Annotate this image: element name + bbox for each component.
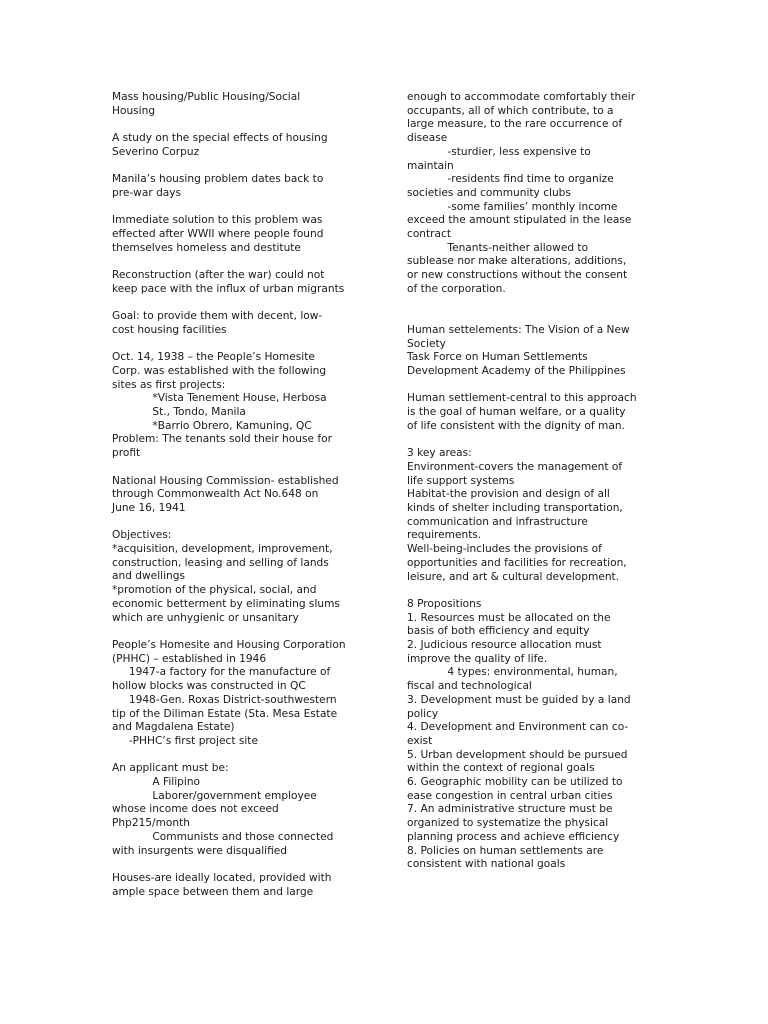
text-line: and dwellings <box>112 570 185 583</box>
text-line: kinds of shelter including transportation, <box>407 502 623 515</box>
text-line: sites as first projects: <box>112 378 226 391</box>
text-line: 3. Development must be guided by a land <box>407 693 631 706</box>
text-line: Society <box>407 337 446 350</box>
text-line: 5. Urban development should be pursued <box>407 748 628 761</box>
text-line: large measure, to the rare occurrence of <box>407 118 623 131</box>
text-line: policy <box>407 707 439 720</box>
text-line: Manila’s housing problem dates back to <box>112 173 324 186</box>
text-line: 4. Development and Environment can co- <box>407 721 629 734</box>
text-line: Immediate solution to this problem was <box>112 214 323 227</box>
text-line: keep pace with the influx of urban migrants <box>112 282 345 295</box>
text-line: *acquisition, development, improvement, <box>112 543 333 556</box>
text-line: life support systems <box>407 474 515 487</box>
text-line: basis of both efficiency and equity <box>407 625 590 638</box>
text-line: Problem: The tenants sold their house for <box>112 433 332 446</box>
blank-line <box>112 118 374 132</box>
blank-line <box>112 160 374 174</box>
text-line: 1947-a factory for the manufacture of <box>112 666 331 679</box>
text-line: Reconstruction (after the war) could not <box>112 269 325 282</box>
text-line: occupants, all of which contribute, to a <box>407 104 614 117</box>
text-line: within the context of regional goals <box>407 762 595 775</box>
text-line: 6. Geographic mobility can be utilized to <box>407 776 623 789</box>
text-line: Development Academy of the Philippines <box>407 365 626 378</box>
text-line: themselves homeless and destitute <box>112 241 301 254</box>
blank-line <box>112 625 374 639</box>
text-line: enough to accommodate comfortably their <box>407 91 636 103</box>
text-line: (PHHC) – established in 1946 <box>112 652 267 665</box>
text-line: A study on the special effects of housing <box>112 132 328 145</box>
text-line: cost housing facilities <box>112 323 227 336</box>
text-line: through Commonwealth Act No.648 on <box>112 488 319 501</box>
blank-line <box>407 584 657 598</box>
text-line: Corp. was established with the following <box>112 364 327 377</box>
text-line: sublease nor make alterations, additions, <box>407 255 627 268</box>
text-line: communication and infrastructure <box>407 515 588 528</box>
text-line: 8. Policies on human settlements are <box>407 844 604 857</box>
blank-line <box>112 461 374 475</box>
text-line: Human settlement-central to this approach <box>407 392 637 405</box>
text-line: 3 key areas: <box>407 447 472 460</box>
text-line: exist <box>407 734 433 747</box>
text-line: with insurgents were disqualified <box>112 844 288 857</box>
text-line: Task Force on Human Settlements <box>407 351 588 364</box>
text-line: profit <box>112 447 141 460</box>
text-line: Oct. 14, 1938 – the People’s Homesite <box>112 351 315 364</box>
text-line: Environment-covers the management of <box>407 460 623 473</box>
left-column <box>112 91 374 899</box>
blank-line <box>112 749 374 763</box>
text-line: consistent with national goals <box>407 858 566 871</box>
text-line: -PHHC’s first project site <box>112 734 258 747</box>
text-line: tip of the Diliman Estate (Sta. Mesa Estate <box>112 707 338 720</box>
text-line: Goal: to provide them with decent, low- <box>112 310 323 323</box>
text-line: improve the quality of life. <box>407 652 548 665</box>
text-line: -some families’ monthly income <box>407 200 618 213</box>
blank-line <box>407 310 657 324</box>
text-line: leisure, and art & cultural development. <box>407 570 620 583</box>
text-line: *promotion of the physical, social, and <box>112 584 317 597</box>
text-line: 4 types: environmental, human, <box>407 666 618 679</box>
blank-line <box>112 858 374 872</box>
text-line: Tenants-neither allowed to <box>407 241 589 254</box>
blank-line <box>112 516 374 530</box>
text-line: Human settelements: The Vision of a New <box>407 323 630 336</box>
text-line: A Filipino <box>112 776 201 788</box>
text-line: contract <box>407 228 451 241</box>
text-line: 1. Resources must be allocated on the <box>407 611 611 624</box>
blank-line <box>112 255 374 269</box>
text-line: opportunities and facilities for recreation, <box>407 556 627 569</box>
text-line: construction, leasing and selling of lands <box>112 556 329 569</box>
text-line: -sturdier, less expensive to <box>407 145 591 158</box>
text-line: Php215/month <box>112 817 190 830</box>
blank-line <box>112 296 374 310</box>
text-line: Well-being-includes the provisions of <box>407 543 602 556</box>
text-line: exceed the amount stipulated in the lease <box>407 214 632 227</box>
text-line: organized to systematize the physical <box>407 817 609 830</box>
text-line: 7. An administrative structure must be <box>407 803 613 816</box>
text-line: economic betterment by eliminating slums <box>112 597 340 610</box>
text-line: of the corporation. <box>407 282 506 295</box>
text-line: whose income does not exceed <box>112 803 279 816</box>
text-line: or new constructions without the consent <box>407 269 628 282</box>
text-line: Laborer/government employee <box>112 789 317 802</box>
text-line: National Housing Commission- established <box>112 474 339 487</box>
text-line: hollow blocks was constructed in QC <box>112 680 306 693</box>
text-line: *Vista Tenement House, Herbosa <box>112 392 327 405</box>
text-line: disease <box>407 132 448 145</box>
text-line: effected after WWII where people found <box>112 227 324 240</box>
text-line: 2. Judicious resource allocation must <box>407 639 602 652</box>
text-line: Severino Corpuz <box>112 145 200 158</box>
text-line: requirements. <box>407 529 482 542</box>
text-line: Housing <box>112 104 156 117</box>
right-column <box>407 91 657 872</box>
text-line: Habitat-the provision and design of all <box>407 488 610 501</box>
text-line: maintain <box>407 159 454 172</box>
text-line: 8 Propositions <box>407 597 482 610</box>
text-line: Objectives: <box>112 529 172 542</box>
text-line: planning process and achieve efficiency <box>407 830 620 843</box>
text-line: ease congestion in central urban cities <box>407 789 613 802</box>
text-line: and Magdalena Estate) <box>112 721 235 734</box>
blank-line <box>112 338 374 352</box>
text-line: An applicant must be: <box>112 762 229 775</box>
text-line: Communists and those connected <box>112 830 334 843</box>
blank-line <box>112 201 374 215</box>
text-line: *Barrio Obrero, Kamuning, QC <box>112 419 312 432</box>
text-line: June 16, 1941 <box>112 501 186 514</box>
text-line: ample space between them and large <box>112 885 314 898</box>
text-line: which are unhygienic or unsanitary <box>112 611 299 624</box>
text-line: fiscal and technological <box>407 680 532 693</box>
text-line: People’s Homesite and Housing Corporation <box>112 638 346 651</box>
text-line: is the goal of human welfare, or a quality <box>407 406 626 419</box>
text-line: of life consistent with the dignity of man. <box>407 419 625 432</box>
text-line: pre-war days <box>112 186 182 199</box>
text-line: Mass housing/Public Housing/Social <box>112 91 301 103</box>
blank-line <box>407 297 657 311</box>
text-line: St., Tondo, Manila <box>112 406 246 419</box>
text-line: societies and community clubs <box>407 186 571 199</box>
text-line: 1948-Gen. Roxas District-southwestern <box>112 693 337 706</box>
text-line: Houses-are ideally located, provided with <box>112 871 332 884</box>
text-line: -residents find time to organize <box>407 173 614 186</box>
blank-line <box>407 434 657 448</box>
blank-line <box>407 379 657 393</box>
